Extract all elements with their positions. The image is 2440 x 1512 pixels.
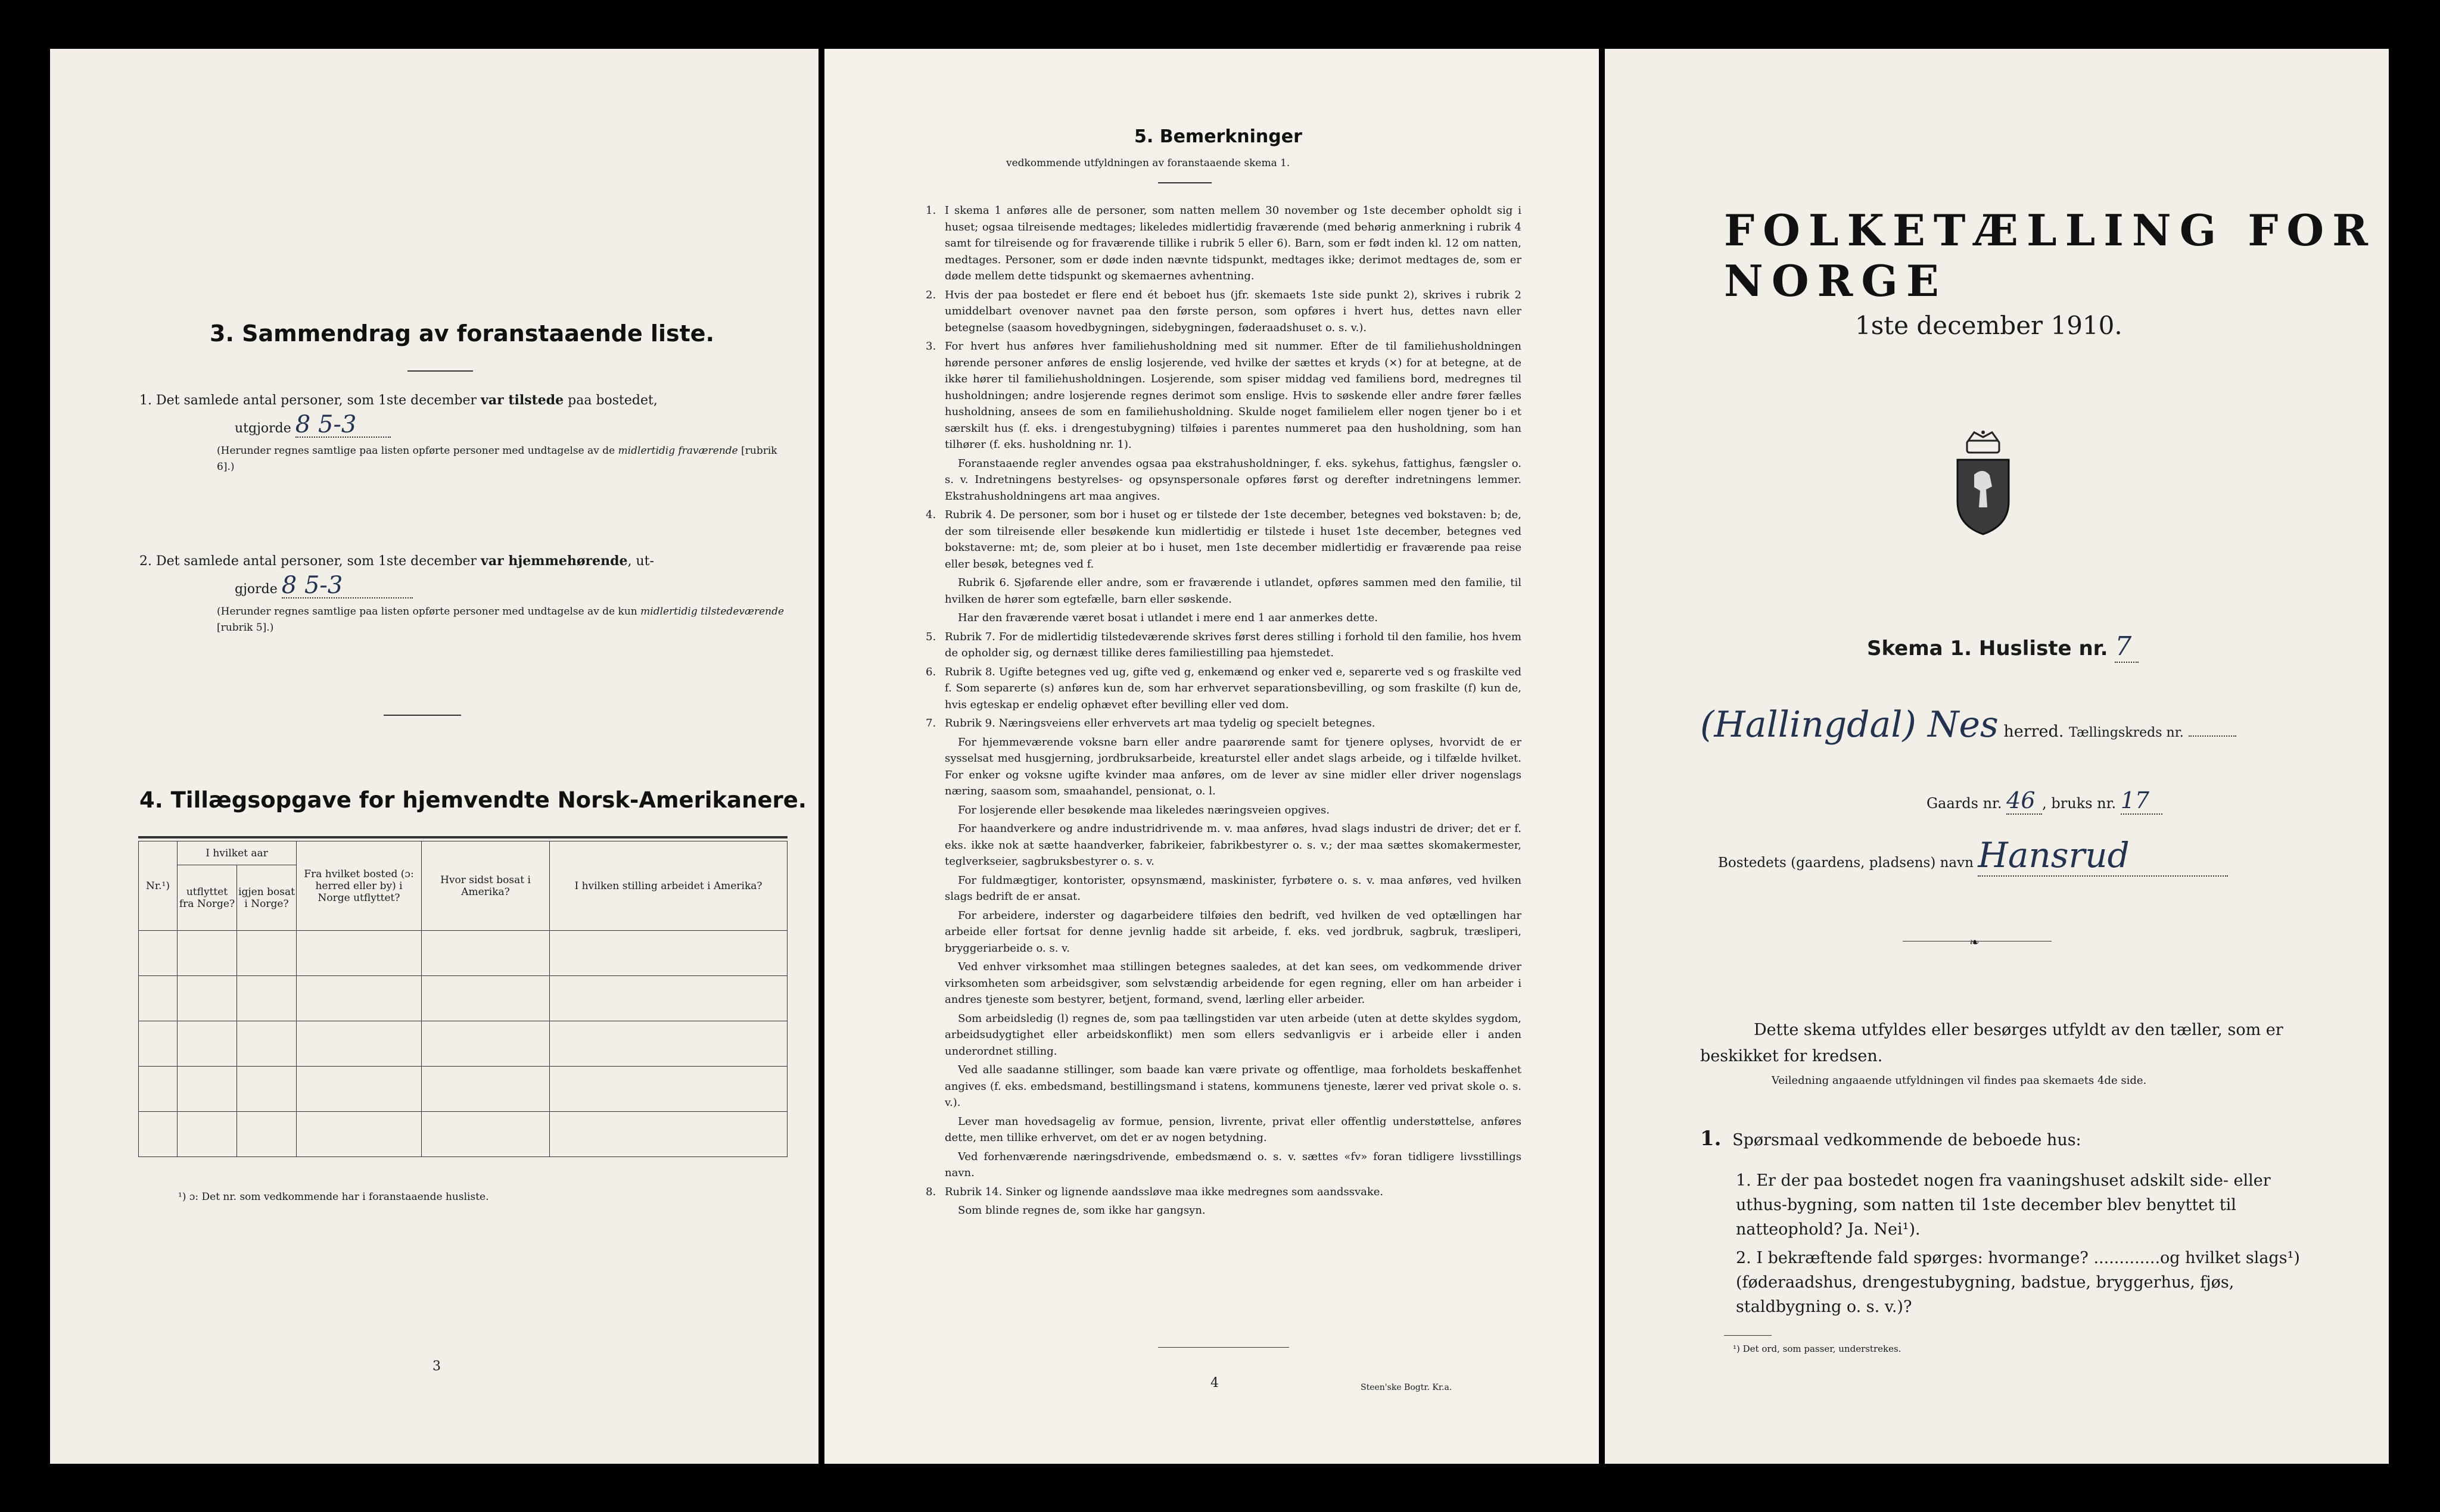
- right-footnote: ¹) Det ord, som passer, understrekes.: [1733, 1343, 1901, 1354]
- divider: [384, 715, 461, 716]
- bosted-value[interactable]: Hansrud: [1978, 835, 2228, 877]
- item2-text-bold: var hjemmehørende: [481, 553, 628, 569]
- bemerkning-item: [926, 287, 1521, 336]
- bemerkning-item: [926, 1062, 1521, 1111]
- item2-utgjorde-label: gjorde: [235, 582, 278, 597]
- bemerkning-number: [926, 575, 939, 607]
- divider: [1158, 1347, 1289, 1348]
- bemerkning-text: I skema 1 anføres alle de personer, som natten mellem 30 november og 1ste december opholdt sig i huset; ogsaa tilreisende medtages; likeledes midlertidig fraværende (med behørig anmerkning i rubrik 4 samt for tilreisende og for fraværende tillike i rubrik 5 eller 6). Barn, som er født inden kl. 12 om natten, medtages. Personer, som er døde inden nævnte tidspunkt, medtages ikke; derimot medtages de, som er døde mellem dette tidspunkt og skemaernes avhentning.: [945, 204, 1521, 282]
- bemerkning-item: [926, 456, 1521, 505]
- bemerkning-text: Rubrik 7. For de midlertidig tilstedeværende skrives først deres stilling i forhold til den familie, hos hvem de opholder sig, og dernæst tillike deres familiestilling paa hjemstedet.: [945, 630, 1521, 659]
- gaards-nr[interactable]: 46: [2006, 787, 2042, 815]
- item2-text-a: 2. Det samlede antal personer, som 1ste december: [139, 554, 481, 569]
- item1-text-bold: var tilstede: [481, 392, 564, 408]
- bemerkning-text: For losjerende eller besøkende maa likeledes næringsveien opgives.: [958, 803, 1330, 816]
- item2-note-a: (Herunder regnes samtlige paa listen opførte personer med undtagelse av de kun: [217, 606, 641, 618]
- bosted-label: Bostedets (gaardens, pladsens) navn: [1718, 855, 1974, 871]
- bemerkning-number: [926, 959, 939, 1008]
- col-stilling-header: I hvilken stilling arbeidet i Amerika?: [550, 841, 788, 931]
- husliste-nr[interactable]: 7: [2115, 631, 2139, 663]
- bemerkning-item: [926, 507, 1521, 572]
- bemerkning-text: Hvis der paa bostedet er flere end ét beboet hus (jfr. skemaets 1ste side punkt 2), skrives i rubrik 2 umiddelbart ovenover navnet paa den første person, som opføres i hvert hus, dettes navn eller betegnelse (saasom hovedbygningen, sidebygningen, føderaadshuset o. s. v.).: [945, 288, 1521, 334]
- bemerkning-text: Lever man hovedsagelig av formue, pension, livrente, privat eller offentlig understøttelse, anføres dette, men tillike erhvervet, om det er av nogen betydning.: [945, 1115, 1521, 1144]
- bemerkning-number: [926, 610, 939, 626]
- question-1: [1700, 1127, 2081, 1151]
- bemerkning-number: [926, 456, 939, 505]
- item1-text-b: paa bostedet,: [564, 393, 658, 408]
- item1-utgjorde-label: utgjorde: [235, 421, 291, 436]
- bemerkning-number: [926, 1202, 939, 1219]
- divider-ornament: ❧: [1969, 935, 1980, 949]
- page-number-left: 3: [432, 1359, 441, 1374]
- bemerkninger-title: 5. Bemerkninger: [1134, 126, 1302, 147]
- gaards-label: Gaards nr.: [1927, 795, 2002, 812]
- bemerkning-item: [926, 338, 1521, 453]
- item1-note-italic: midlertidig fraværende: [618, 445, 738, 457]
- bemerkning-number: 7.: [926, 717, 936, 729]
- col-nr-header: Nr.¹): [139, 841, 178, 931]
- bemerkning-item: [926, 802, 1521, 819]
- printer-mark: Steen'ske Bogtr. Kr.a.: [1361, 1383, 1452, 1392]
- veiledning-text: Veiledning angaaende utfyldningen vil findes paa skemaets 4de side.: [1772, 1074, 2147, 1087]
- bemerkning-item: [926, 908, 1521, 957]
- col-igjen-header: igjen bosat i Norge?: [237, 865, 297, 931]
- table-row: [139, 931, 788, 976]
- gaards-line: [1927, 787, 2162, 815]
- section3-item1: [139, 388, 789, 475]
- intro-text: Dette skema utfyldes eller besørges utfyldt av den tæller, som er beskikket for kredsen.: [1700, 1021, 2283, 1065]
- bemerkning-item: [926, 1114, 1521, 1146]
- coat-of-arms-icon: [1950, 370, 2016, 597]
- bemerkning-text: Rubrik 4. De personer, som bor i huset og er tilstede der 1ste december, betegnes ved bokstaven: b; de, der som tilreisende eller besøkende kun midlertidig er tilstede i huset 1ste december, betegnes ved bokstaverne: mt; de, som pleier at bo i huset, men 1ste december midlertidig er fraværende paa reise eller besøk, betegnes ved f.: [945, 509, 1521, 570]
- bemerkning-item: [926, 575, 1521, 607]
- divider: [1724, 1335, 1772, 1336]
- bemerkning-item: [926, 734, 1521, 800]
- bemerkning-text: Som arbeidsledig (l) regnes de, som paa tællingstiden var uten arbeide (uten at dette skyldes sygdom, arbeidsudygtighet eller arbeidskonflikt) men som ellers sedvanligvis er i arbeide eller i anden underordnet stilling.: [945, 1012, 1521, 1058]
- bemerkning-text: Ved forhenværende næringsdrivende, embedsmænd o. s. v. sættes «fv» foran tidligere livsstillings navn.: [945, 1150, 1521, 1179]
- col-fra-header: Fra hvilket bosted (ɔ: herred eller by) i Norge utflyttet?: [297, 841, 422, 931]
- table-top-rule: [138, 836, 788, 838]
- bosted-line: [1718, 835, 2228, 877]
- item1-value[interactable]: 8 5-3: [295, 413, 391, 438]
- item1-note-b: [rubrik 6].): [217, 445, 777, 473]
- bemerkning-number: [926, 802, 939, 819]
- item1-note-a: (Herunder regnes samtlige paa listen opførte personer med undtagelse av de: [217, 445, 618, 457]
- bemerkning-item: [926, 664, 1521, 713]
- table-row: [139, 1067, 788, 1112]
- bemerkning-text: Rubrik 6. Sjøfarende eller andre, som er fraværende i utlandet, opføres sammen med den familie, til hvilken de hører som egtefælle, barn eller søskende.: [945, 576, 1521, 606]
- bemerkning-text: Ved alle saadanne stillinger, som baade kan være private og offentlige, maa forholdets beskaffenhet angives (f. eks. embedsmand, bestillingsmand i statens, kommunens tjeneste, lærer ved privat skole o. s. v.).: [945, 1064, 1521, 1109]
- bemerkning-item: [926, 821, 1521, 870]
- page-middle: [824, 49, 1599, 1464]
- bruks-nr[interactable]: 17: [2121, 787, 2162, 815]
- page-number-middle: 4: [1210, 1376, 1219, 1391]
- item1-text-a: 1. Det samlede antal personer, som 1ste december: [139, 393, 481, 408]
- bemerkning-item: [926, 1011, 1521, 1060]
- item2-text-b: , ut-: [627, 554, 654, 569]
- page-left: [50, 49, 818, 1464]
- question-1-2: 2. I bekræftende fald spørges: hvormange? .............og hvilket slags¹) (føderaadshus, drengestubygning, badstue, bryggerhus, fjøs, staldbygning o. s. v.)?: [1736, 1249, 2300, 1316]
- bemerkning-item: [926, 629, 1521, 662]
- section3-title: 3. Sammendrag av foranstaaende liste.: [210, 320, 715, 347]
- bemerkning-item: [926, 1149, 1521, 1181]
- bemerkninger-list: [926, 202, 1521, 1221]
- herred-value[interactable]: (Hallingdal) Nes: [1700, 704, 1999, 746]
- col-hvor-header: Hvor sidst bosat i Amerika?: [422, 841, 550, 931]
- item2-note-italic: midlertidig tilstedeværende: [640, 606, 785, 618]
- bemerkning-text: Som blinde regnes de, som ikke har gangsyn.: [958, 1204, 1206, 1217]
- kreds-label: Tællingskreds nr.: [2069, 725, 2184, 740]
- herred-label: herred.: [2003, 722, 2064, 741]
- schema-line: [1867, 631, 2139, 663]
- norsk-amerikanere-table: [138, 841, 788, 1157]
- divider: [1158, 182, 1212, 183]
- divider: [407, 370, 473, 372]
- bemerkning-item: [926, 202, 1521, 285]
- bemerkning-text: Ved enhver virksomhet maa stillingen betegnes saaledes, at det kan sees, om vedkommende driver virksomheten som arbeidsgiver, som selvstændig arbeidende for egen regning, eller om han arbeider i andres tjeneste som bestyrer, betjent, formand, svend, lærling eller arbeider.: [945, 961, 1521, 1006]
- census-date: 1ste december 1910.: [1855, 311, 2122, 340]
- bemerkninger-subtitle: vedkommende utfyldningen av foranstaaende skema 1.: [1006, 157, 1290, 169]
- bemerkning-item: [926, 610, 1521, 626]
- section4-footnote: ¹) ɔ: Det nr. som vedkommende har i foranstaaende husliste.: [178, 1191, 489, 1203]
- col-utflyttet-header: utflyttet fra Norge?: [178, 865, 237, 931]
- bemerkning-item: [926, 1184, 1521, 1201]
- kreds-field[interactable]: [2189, 735, 2236, 737]
- q1-title: Spørsmaal vedkommende de beboede hus:: [1732, 1131, 2081, 1149]
- coat-of-arms: [1950, 370, 2016, 599]
- bemerkning-number: 4.: [926, 509, 936, 521]
- bemerkning-item: [926, 959, 1521, 1008]
- bruks-label: , bruks nr.: [2042, 795, 2117, 812]
- census-title: FOLKETÆLLING FOR NORGE: [1724, 205, 2376, 306]
- bemerkning-text: For hvert hus anføres hver familiehusholdning med sit nummer. Efter de til familiehusholdningen hørende personer anføres de enslig losjerende, ved hvilke der sættes et kryds (×) for at betegne, at de ikke hører til familiehusholdningen. Losjerende, som spiser middag ved familiens bord, medregnes til husholdningen; andre losjerende regnes derimot som enslige. Hvis to søskende eller andre fører fælles husholdning, ansees de som en familiehusholdning. Skulde noget familielem eller nogen tjener bo i et særskilt hus (f. eks. i drengestubygning) tilføies i parentes nummeret paa den husholdning, som han tilhører (f. eks. husholdning nr. 1).: [945, 340, 1521, 451]
- bemerkning-number: 8.: [926, 1185, 936, 1198]
- bemerkning-item: [926, 872, 1521, 905]
- bemerkning-text: For arbeidere, inderster og dagarbeidere tilføies den bedrift, ved hvilken de ved optællingen har arbeide eller fortsat for denne jevnlig hadde sit arbeide, f. eks. ved jordbruk, sagbruk, træsliperi, bryggeriarbeide o. s. v.: [945, 909, 1521, 955]
- bemerkning-text: Rubrik 9. Næringsveiens eller erhvervets art maa tydelig og specielt betegnes.: [945, 717, 1375, 729]
- section3-item2: [139, 549, 789, 636]
- question-1-1: 1. Er der paa bostedet nogen fra vaaningshuset adskilt side- eller uthus-bygning, som natten til 1ste december blev benyttet til natteophold? Ja. Nei¹).: [1736, 1171, 2271, 1239]
- bemerkning-text: For hjemmeværende voksne barn eller andre paarørende samt for tjenere oplyses, hvorvidt de er sysselsat med husgjerning, jordbruksarbeide, kreaturstel eller andet slags arbeide, og i tilfælde hvilket. For enker og voksne ugifte kvinder maa anføres, om de lever av sine midler eller driver nogenslags næring, saasom som, smaahandel, pensionat, o. l.: [945, 735, 1521, 797]
- table-row: [139, 976, 788, 1021]
- bemerkning-number: [926, 1114, 939, 1146]
- bemerkning-text: Har den fraværende været bosat i utlandet i mere end 1 aar anmerkes dette.: [958, 612, 1378, 624]
- bemerkning-number: 5.: [926, 630, 936, 643]
- bemerkning-text: Rubrik 14. Sinker og lignende aandssløve maa ikke medregnes som aandssvake.: [945, 1185, 1384, 1198]
- bemerkning-number: [926, 1062, 939, 1111]
- bemerkning-number: 2.: [926, 288, 936, 301]
- col-group-header: I hvilket aar: [178, 841, 297, 865]
- table-row: [139, 1112, 788, 1157]
- bemerkning-number: [926, 872, 939, 905]
- bemerkning-text: For haandverkere og andre industridrivende m. v. maa anføres, hvad slags industri de driver; det er f. eks. ikke nok at sætte haandverker, fabrikeier, fabrikbestyrer o. s. v.; der maa sættes skomakermester, teglverkseier, sagbruksbestyrer o. s. v.: [945, 822, 1521, 868]
- table-row: [139, 1021, 788, 1067]
- bemerkning-text: Rubrik 8. Ugifte betegnes ved ug, gifte ved g, enkemænd og enker ved e, separerte ved s og fraskilte ved f. Som separerte (s) anføres kun de, som har erhvervet separationsbevilling, og som fraskilte (f) kun de, hvis egteskap er endelig ophævet efter bevilling eller ved dom.: [945, 665, 1521, 711]
- bemerkning-number: 6.: [926, 665, 936, 678]
- herred-line: [1700, 704, 2236, 746]
- bemerkning-item: [926, 1202, 1521, 1219]
- q1-label: 1.: [1700, 1127, 1722, 1151]
- item2-value[interactable]: 8 5-3: [282, 573, 413, 598]
- bemerkning-text: For fuldmægtiger, kontorister, opsynsmænd, maskinister, fyrbøtere o. s. v. maa anføres, ved hvilken slags bedrift de er ansat.: [945, 874, 1521, 903]
- bemerkning-item: [926, 715, 1521, 732]
- bemerkning-number: [926, 821, 939, 870]
- bemerkning-number: 3.: [926, 340, 936, 353]
- section4-title: 4. Tillægsopgave for hjemvendte Norsk-Amerikanere.: [139, 787, 807, 813]
- bemerkning-number: 1.: [926, 204, 936, 217]
- bemerkning-number: [926, 734, 939, 800]
- page-right: [1605, 49, 2389, 1464]
- schema-label: Skema 1. Husliste nr.: [1867, 637, 2108, 660]
- item2-note-b: [rubrik 5].): [217, 622, 274, 634]
- bemerkning-number: [926, 1011, 939, 1060]
- bemerkning-text: Foranstaaende regler anvendes ogsaa paa ekstrahusholdninger, f. eks. sykehus, fattighus, fængsler o. s. v. Indretningens bestyrelses- og opsynspersonale opføres først og derefter indretningens lemmer. Ekstrahusholdningens art maa angives.: [945, 457, 1521, 503]
- bemerkning-number: [926, 908, 939, 957]
- bemerkning-number: [926, 1149, 939, 1181]
